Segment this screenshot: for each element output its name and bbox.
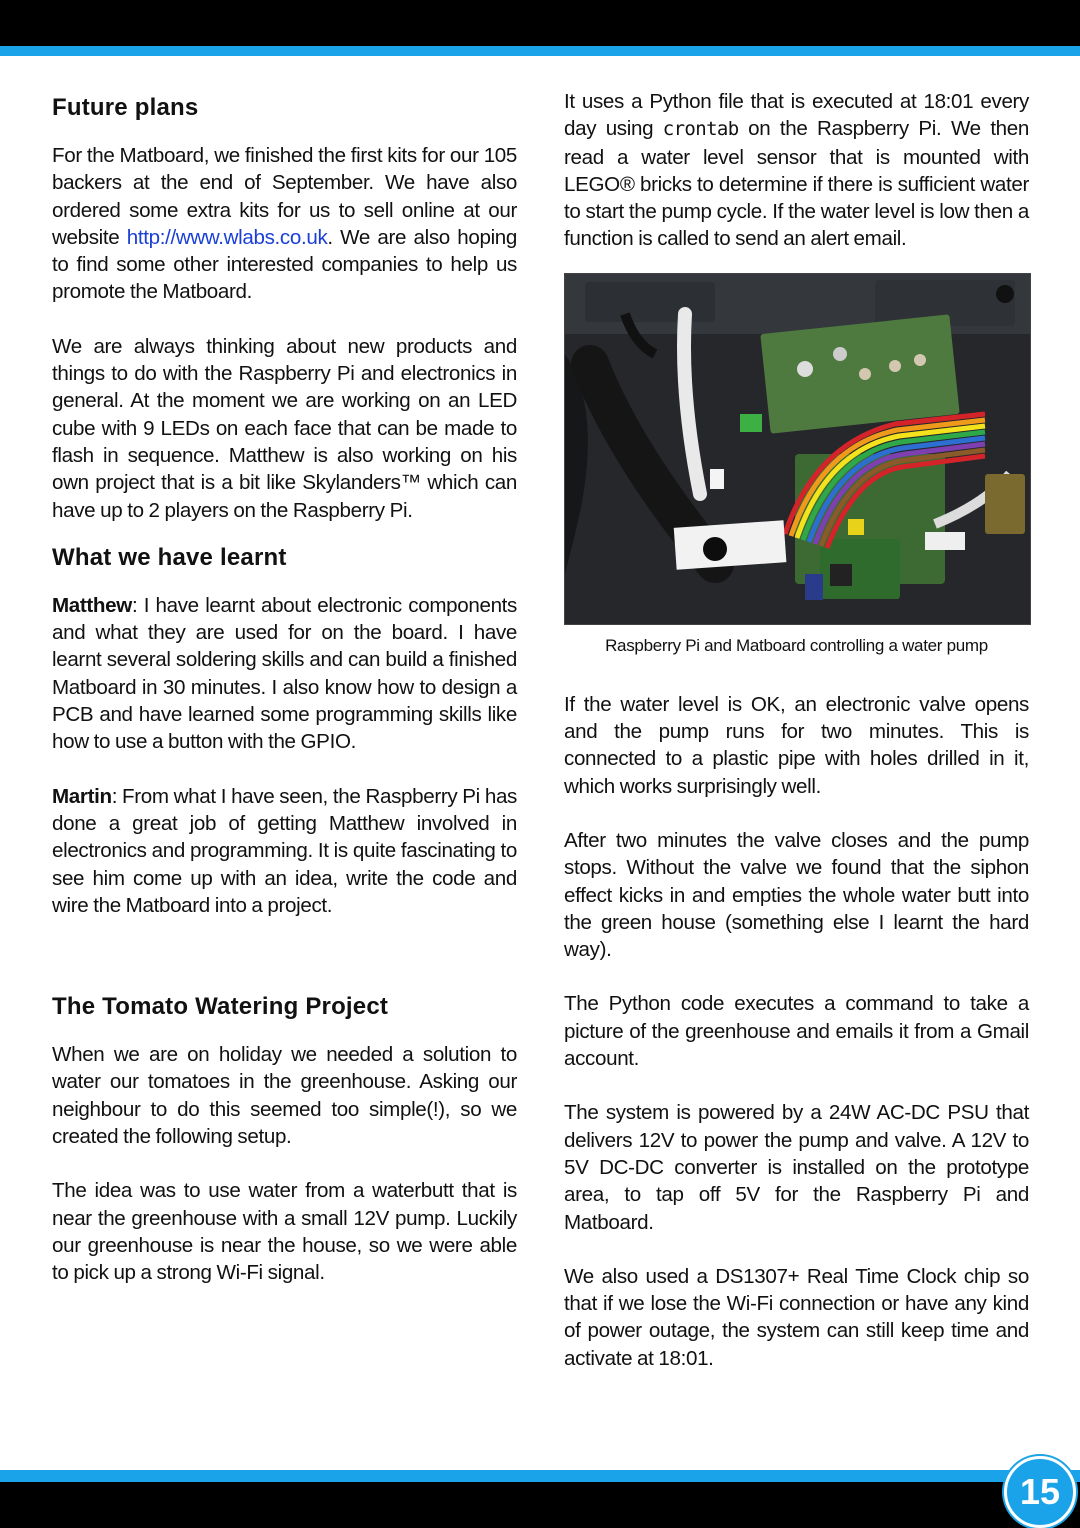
- text-python-start: It uses a Python file that is executed at 18:01 every day using: [564, 90, 1029, 141]
- speaker-martin: Martin: [52, 784, 112, 808]
- paragraph-power: The system is powered by a 24W AC-DC PSU that delivers 12V to power the pump and valve. A 12V to 5V DC-DC converter is installed on the prototype area, to tap off 5V for the Raspberry Pi and Matboard.: [564, 1101, 1029, 1234]
- photo-caption: Raspberry Pi and Matboard controlling a water pump: [605, 635, 988, 655]
- left-column: [52, 88, 517, 1287]
- header-accent-stripe: [0, 46, 1080, 56]
- text-future-kits-end: . We are also hoping to find some other interested companies to help us promote the Matboard.: [52, 225, 518, 304]
- heading-future-plans: Future plans: [52, 94, 199, 121]
- text-future-kits-start: For the Matboard, we finished the first kits for our 105 backers at the end of September. We have also ordered some extra kits for us to sell online at our website: [52, 144, 517, 249]
- text-martin: : From what I have seen, the Raspberry Pi has done a great job of getting Matthew involved in electronics and programming. It is quite fascinating to see him come up with an idea, write the code and wire the Matboard into a project.: [52, 784, 517, 917]
- photo-raspberry-pi-matboard: [564, 273, 1031, 625]
- photo-illustration: [565, 274, 1030, 624]
- footer-bar: [0, 1482, 1080, 1528]
- footer-accent-stripe: [0, 1470, 1080, 1482]
- text-python-end: on the Raspberry Pi. We then read a water level sensor that is mounted with LEGO® bricks to determine if there is sufficient water to start the pump cycle. If the water level is low then a function is called to send an alert email.: [564, 117, 1029, 251]
- crontab-code: crontab: [662, 118, 739, 141]
- paragraph-martin: [52, 783, 517, 919]
- right-column: [564, 88, 1029, 1372]
- paragraph-valve: If the water level is OK, an electronic valve opens and the pump runs for two minutes. This is connected to a plastic pipe with holes drilled in it, which works surprisingly well.: [564, 692, 1029, 798]
- paragraph-tomato-holiday: When we are on holiday we needed a solution to water our tomatoes in the greenhouse. Asking our neighbour to do this seemed too simple(!), so we created the following setup.: [52, 1043, 517, 1149]
- website-link[interactable]: http://www.wlabs.co.uk: [126, 225, 328, 249]
- heading-what-we-have-learnt: What we have learnt: [52, 543, 287, 571]
- text-matthew: : I have learnt about electronic components and what they are used for on the board. I have learnt several soldering skills and can build a finished Matboard in 30 minutes. I also know how to design a PCB and have learned some programming skills like how to use a button with the GPIO.: [52, 593, 517, 754]
- paragraph-siphon: After two minutes the valve closes and the pump stops. Without the valve we found that the siphon effect kicks in and empties the whole water butt into the green house (something else I learnt the hard way).: [564, 828, 1029, 962]
- speaker-matthew: Matthew: [52, 593, 132, 617]
- paragraph-matthew: [52, 592, 517, 756]
- paragraph-future-kits: [52, 142, 517, 306]
- paragraph-future-products: We are always thinking about new products and things to do with the Raspberry Pi and electronics in general. At the moment we are working on an LED cube with 9 LEDs on each face that can be made to flash in sequence. Matthew is also working on his own project that is a bit like Skylanders™ which can have up to 2 players on the Raspberry Pi.: [52, 334, 517, 522]
- paragraph-picture-email: The Python code executes a command to take a picture of the greenhouse and emails it from a Gmail account.: [564, 992, 1029, 1071]
- page-number-badge: 15: [1004, 1456, 1076, 1528]
- paragraph-tomato-waterbutt: The idea was to use water from a waterbutt that is near the greenhouse with a small 12V pump. Luckily our greenhouse is near the house, so we were able to pick up a strong Wi-Fi signal.: [52, 1179, 517, 1285]
- header-bar: [0, 0, 1080, 46]
- paragraph-python-crontab: [564, 88, 1029, 253]
- paragraph-clock: We also used a DS1307+ Real Time Clock chip so that if we lose the Wi-Fi connection or have any kind of power outage, the system can still keep time and activate at 18:01.: [564, 1264, 1029, 1370]
- heading-tomato-watering-project: The Tomato Watering Project: [52, 993, 389, 1021]
